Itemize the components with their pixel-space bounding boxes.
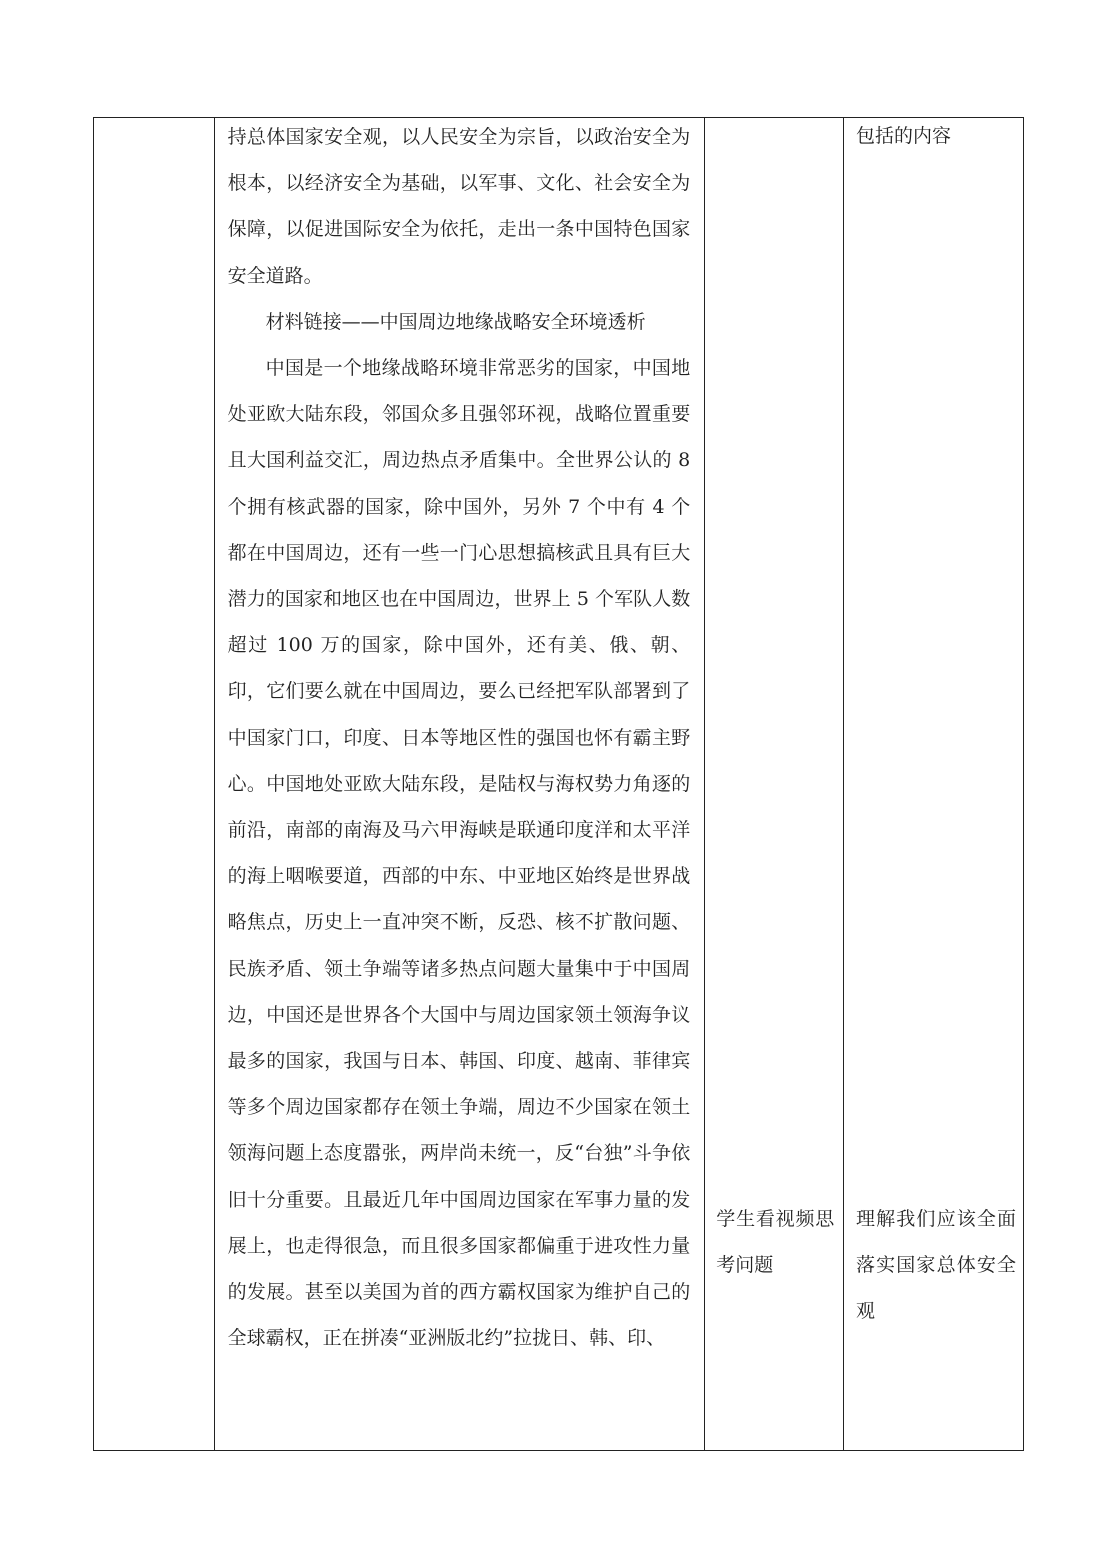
design-intent-text-bottom: 理解我们应该全面落实国家总体安全观 — [856, 1208, 1016, 1322]
content-text — [228, 118, 691, 1362]
design-intent-text-top: 包括的内容 — [856, 125, 952, 147]
lesson-plan-table — [93, 117, 1024, 1451]
student-activity-text: 学生看视频思考问题 — [716, 1208, 835, 1276]
content-paragraph: 持总体国家安全观，以人民安全为宗旨，以政治安全为根本，以经济安全为基础，以军事、文化、社会安全为保障，以促进国际安全为依托，走出一条中国特色国家安全道路。 — [227, 126, 691, 287]
design-intent-cell — [844, 118, 1024, 1451]
student-activity-cell — [705, 118, 844, 1451]
content-cell — [214, 118, 705, 1451]
stage-cell — [94, 118, 215, 1451]
content-paragraph: 中国是一个地缘战略环境非常恶劣的国家，中国地处亚欧大陆东段，邻国众多且强邻环视，战略位置重要且大国利益交汇，周边热点矛盾集中。全世界公认的 8 个拥有核武器的国家，除中国外，另外 7 个中有 4 个都在中国周边，还有一些一门心思想搞核武且具有巨大潜力的国家和地区也在中国周边，世界上 5 个军队人数超过 100 万的国家，除中国外，还有美、俄、朝、印，它们要么就在中国周边，要么已经把军队部署到了中国家门口，印度、日本等地区性的强国也怀有霸主野心。中国地处亚欧大陆东段，是陆权与海权势力角逐的前沿，南部的南海及马六甲海峡是联通印度洋和太平洋的海上咽喉要道，西部的中东、中亚地区始终是世界战略焦点，历史上一直冲突不断，反恐、核不扩散问题、民族矛盾、领土争端等诸多热点问题大量集中于中国周边，中国还是世界各个大国中与周边国家领土领海争议最多的国家，我国与日本、韩国、印度、越南、菲律宾等多个周边国家都存在领土争端，周边不少国家在领土领海问题上态度嚣张，两岸尚未统一，反“台独”斗争依旧十分重要。且最近几年中国周边国家在军事力量的发展上，也走得很急，而且很多国家都偏重于进攻性力量的发展。甚至以美国为首的西方霸权国家为维护自己的全球霸权，正在拼凑“亚洲版北约”拉拢日、韩、印、 — [227, 357, 691, 1350]
material-link-heading: 材料链接——中国周边地缘战略安全环境透析 — [265, 310, 646, 333]
table-row — [94, 118, 1024, 1451]
